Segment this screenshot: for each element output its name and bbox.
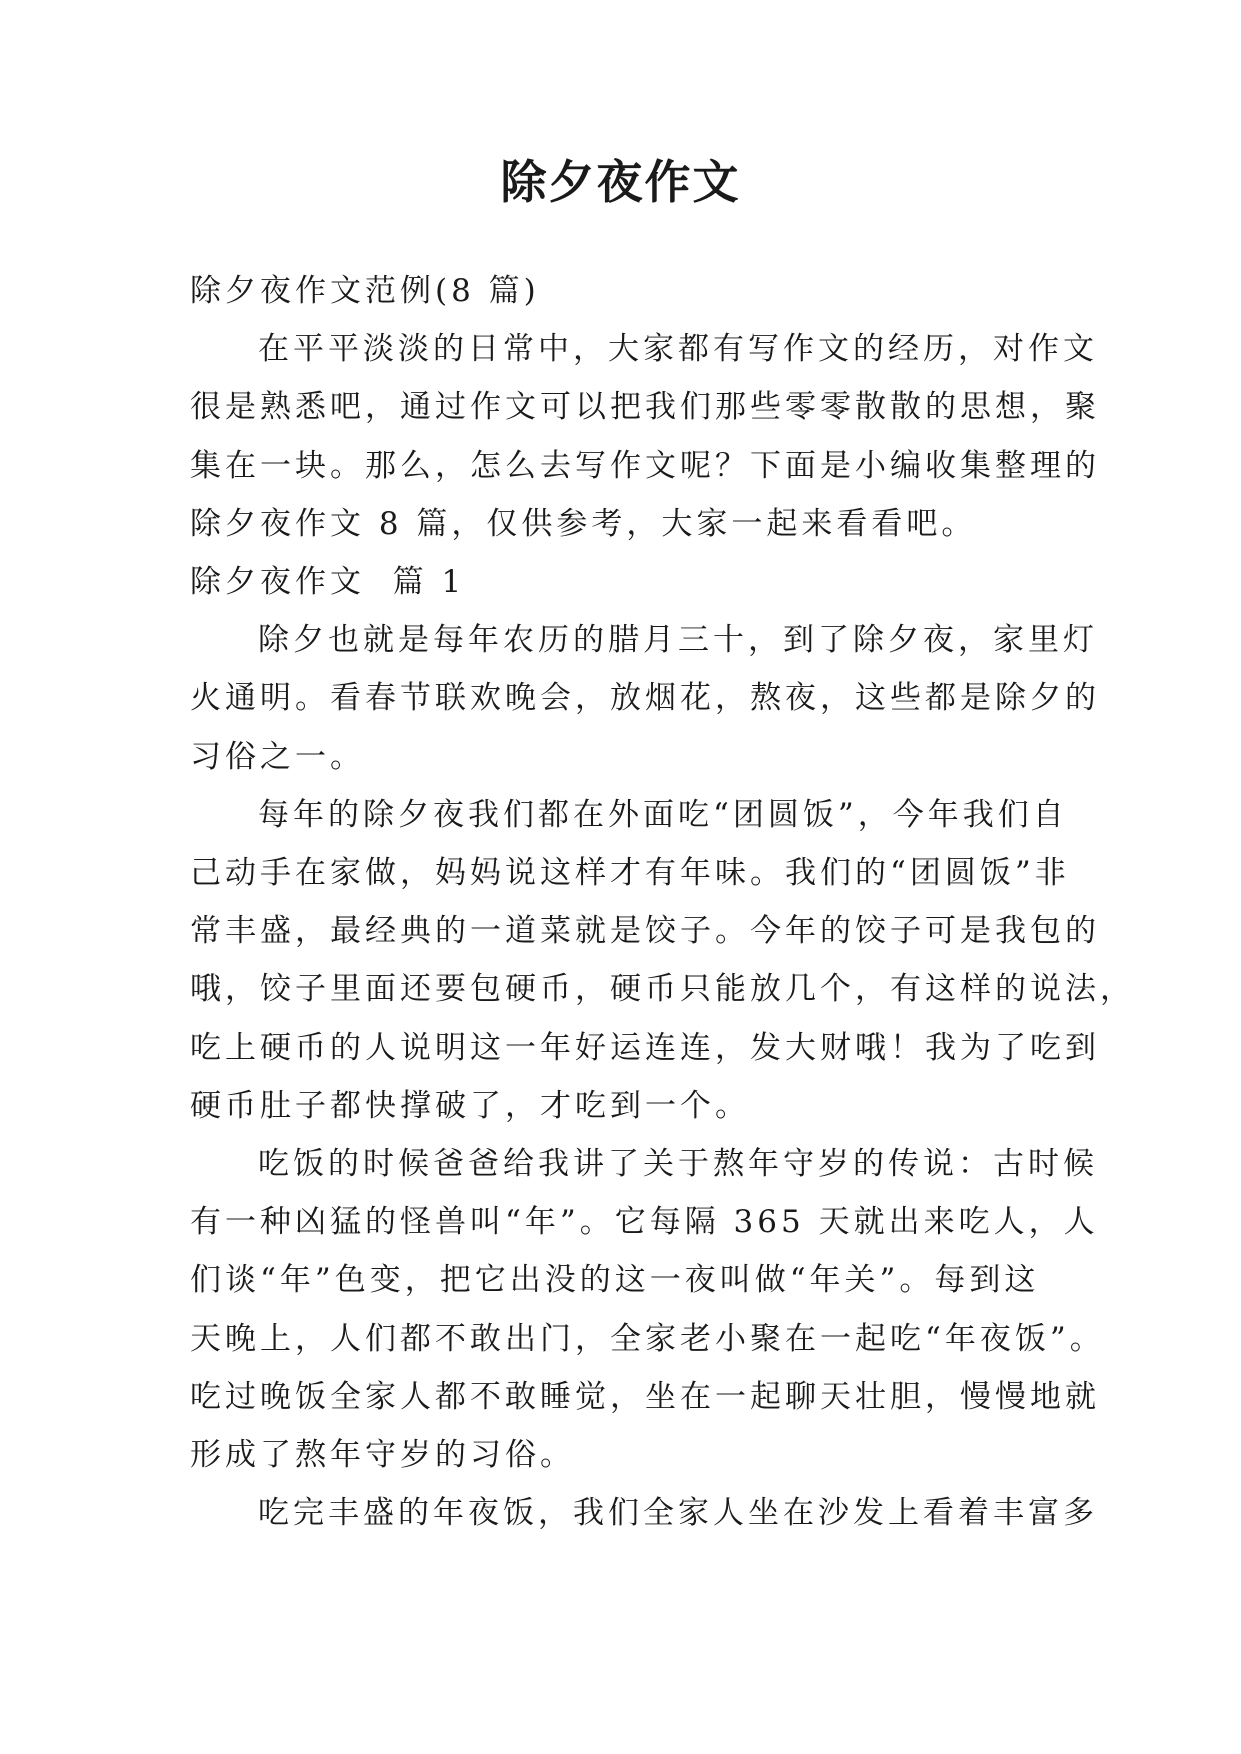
subtitle-line: 除夕夜作文范例(8 篇) [190,273,540,309]
text-line: 天晚上，人们都不敢出门，全家老小聚在一起吃“年夜饭”。 [190,1320,1105,1357]
text-line: 们谈“年”色变，把它出没的这一夜叫做“年关”。每到这 [190,1262,1040,1299]
text-line: 在平平淡淡的日常中，大家都有写作文的经历，对作文 [258,331,1098,368]
text-line: 吃完丰盛的年夜饭，我们全家人坐在沙发上看着丰富多 [258,1495,1098,1532]
text-line: 己动手在家做，妈妈说这样才有年味。我们的“团圆饭”非 [190,855,1070,892]
text-line: 火通明。看春节联欢晚会，放烟花，熬夜，这些都是除夕的 [190,680,1100,717]
text-line: 吃饭的时候爸爸给我讲了关于熬年守岁的传说：古时候 [258,1146,1098,1183]
text-line: 形成了熬年守岁的习俗。 [190,1437,575,1474]
text-line: 哦，饺子里面还要包硬币，硬币只能放几个，有这样的说法， [190,971,1135,1008]
text-line: 除夕也就是每年农历的腊月三十，到了除夕夜，家里灯 [258,622,1098,659]
text-line: 除夕夜作文 8 篇，仅供参考，大家一起来看看吧。 [190,505,977,542]
text-line: 有一种凶猛的怪兽叫“年”。它每隔 365 天就出来吃人，人 [190,1204,1099,1241]
text-line: 集在一块。那么，怎么去写作文呢？下面是小编收集整理的 [190,447,1100,484]
document-title: 除夕夜作文 [500,155,741,209]
text-line: 常丰盛，最经典的一道菜就是饺子。今年的饺子可是我包的 [190,913,1100,950]
text-line: 每年的除夕夜我们都在外面吃“团圆饭”，今年我们自 [258,796,1068,833]
text-line: 很是熟悉吧，通过作文可以把我们那些零零散散的思想，聚 [190,389,1100,426]
text-line: 硬币肚子都快撑破了，才吃到一个。 [190,1087,750,1124]
text-line: 吃上硬币的人说明这一年好运连连，发大财哦！我为了吃到 [190,1029,1100,1066]
text-line: 习俗之一。 [190,738,365,775]
text-line: 吃过晚饭全家人都不敢睡觉，坐在一起聊天壮胆，慢慢地就 [190,1378,1100,1415]
document-body [190,262,1135,1542]
section-heading: 除夕夜作文 篇 1 [190,564,466,601]
